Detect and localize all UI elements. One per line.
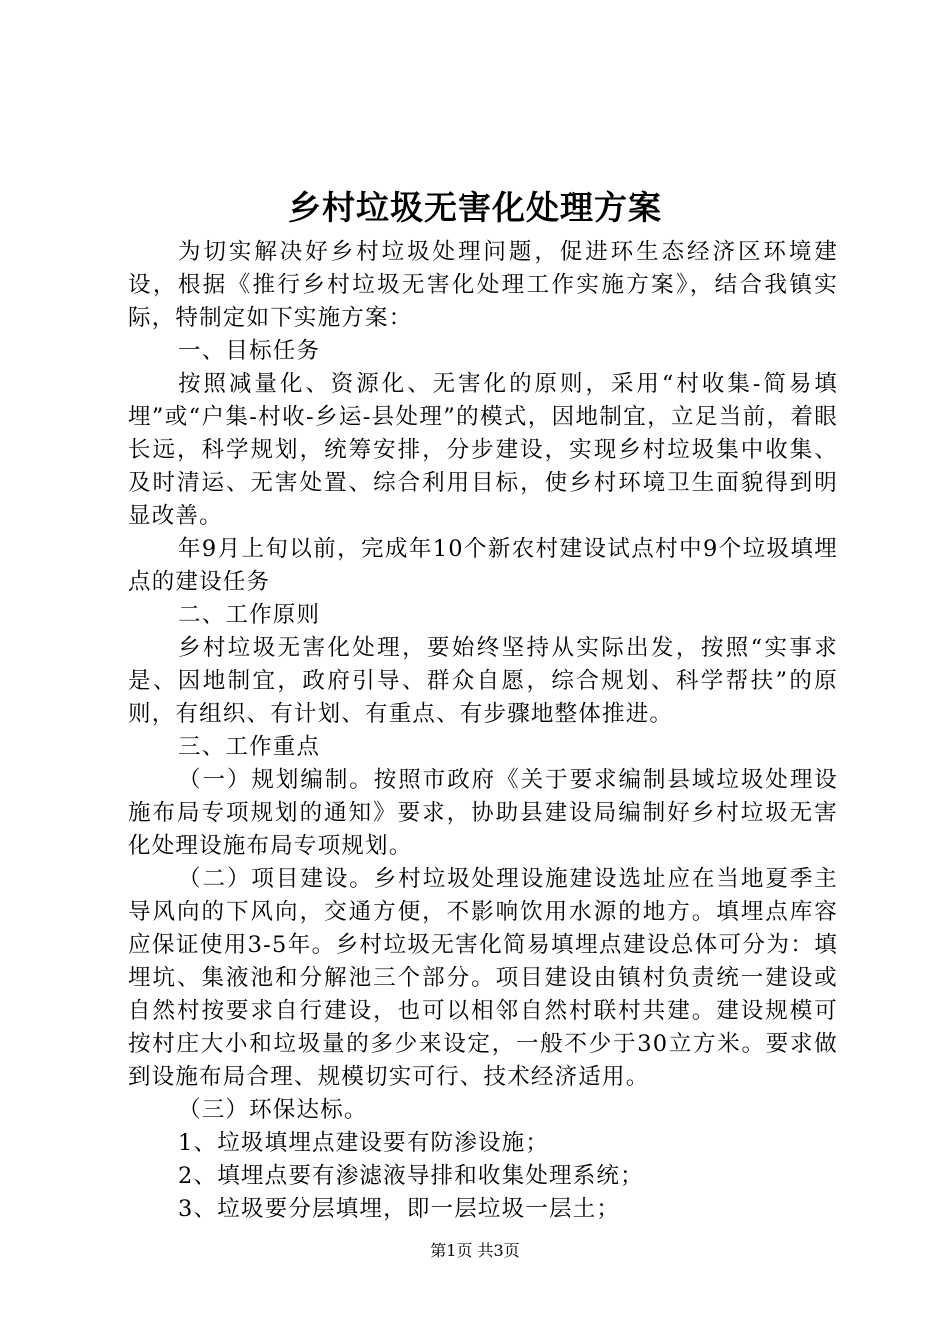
- list-item-1: 1、垃圾填埋点建设要有防渗设施；: [178, 1130, 550, 1156]
- heading-environment: （三）环保达标。: [178, 1097, 368, 1123]
- document-body: [128, 236, 838, 1226]
- heading-focus: 三、工作重点: [178, 734, 321, 760]
- heading-principles: 二、工作原则: [178, 602, 321, 628]
- paragraph-intro: 为切实解决好乡村垃圾处理问题，促进环生态经济区环境建设，根据《推行乡村垃圾无害化处理工作实施方案》，结合我镇实际，特制定如下实施方案：: [128, 239, 838, 331]
- list-item-2: 2、填埋点要有渗滤液导排和收集处理系统；: [178, 1163, 644, 1189]
- page-footer: 第1页 共3页: [430, 1241, 520, 1260]
- paragraph-deadline: 年9月上旬以前，完成年10个新农村建设试点村中9个垃圾填埋点的建设任务: [128, 536, 838, 595]
- paragraph-goals: 按照减量化、资源化、无害化的原则，采用“村收集-简易填埋”或“户集-村收-乡运-县处理”的模式，因地制宜，立足当前，着眼长远，科学规划，统筹安排，分步建设，实现乡村垃圾集中收集、及时清运、无害处置、综合利用目标，使乡村环境卫生面貌得到明显改善。: [128, 371, 838, 529]
- paragraph-planning: （一）规划编制。按照市政府《关于要求编制县域垃圾处理设施布局专项规划的通知》要求，协助县建设局编制好乡村垃圾无害化处理设施布局专项规划。: [128, 767, 838, 859]
- list-item-3: 3、垃圾要分层填埋，即一层垃圾一层土；: [178, 1196, 621, 1222]
- paragraph-principles: 乡村垃圾无害化处理，要始终坚持从实际出发，按照“实事求是、因地制宜，政府引导、群众自愿，综合规划、科学帮扶”的原则，有组织、有计划、有重点、有步骤地整体推进。: [128, 635, 838, 727]
- document-title: 乡村垃圾无害化处理方案: [288, 188, 662, 227]
- paragraph-construction: （二）项目建设。乡村垃圾处理设施建设选址应在当地夏季主导风向的下风向，交通方便，不影响饮用水源的地方。填埋点库容应保证使用3-5年。乡村垃圾无害化简易填埋点建设总体可分为：填埋坑、集液池和分解池三个部分。项目建设由镇村负责统一建设或自然村按要求自行建设，也可以相邻自然村联村共建。建设规模可按村庄大小和垃圾量的多少来设定，一般不少于30立方米。要求做到设施布局合理、规模切实可行、技术经济适用。: [128, 866, 838, 1090]
- heading-goals: 一、目标任务: [178, 338, 321, 364]
